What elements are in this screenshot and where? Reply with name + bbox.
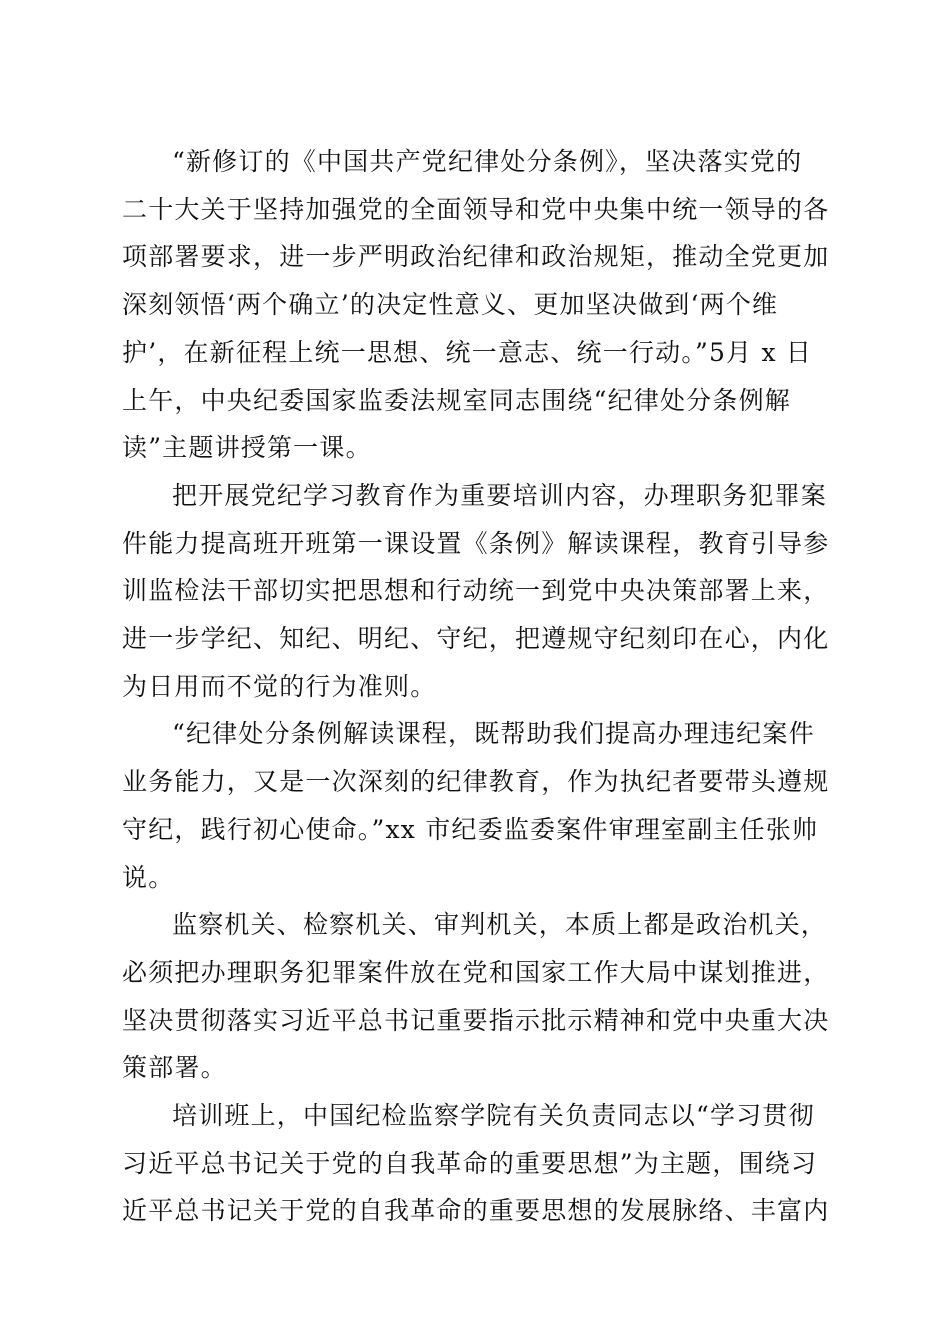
paragraph-4: 监察机关、检察机关、审判机关，本质上都是政治机关， 必须把办理职务犯罪案件放在党和国家工作大局中谋划推进， 坚决贯彻落实习近平总书记重要指示批示精神和党中央重大决 策部署。 [122,910,830,1083]
paragraph-2: 把开展党纪学习教育作为重要培训内容，办理职务犯罪案 件能力提高班开班第一课设置《条例》解读课程，教育引导参 训监检法干部切实把思想和行动统一到党中央决策部署上来， 进一步学纪、知纪、明纪、守纪，把遵规守纪刻印在心，内化 为日用而不觉的行为准则。 [122,480,830,701]
document-body [122,138,834,1235]
paragraph-3: “纪律处分条例解读课程，既帮助我们提高办理违纪案件 业务能力，又是一次深刻的纪律教育，作为执纪者要带头遵规 守纪，践行初心使命。”xx 市纪委监委案件审理室副主任张帅 说。 [122,719,830,892]
paragraph-5: 培训班上，中国纪检监察学院有关负责同志以“学习贯彻 习近平总书记关于党的自我革命的重要思想”为主题，围绕习 近平总书记关于党的自我革命的重要思想的发展脉络、丰富内 [122,1101,830,1226]
paragraph-1: “新修订的《中国共产党纪律处分条例》，坚决落实党的 二十大关于坚持加强党的全面领导和党中央集中统一领导的各 项部署要求，进一步严明政治纪律和政治规矩，推动全党更加 深刻领悟‘两个确立’的决定性意义、更加坚决做到‘两个维 护’，在新征程上统一思想、统一意志、统一行动。”5月 x 日 上午，中央纪委国家监委法规室同志围绕“纪律处分条例解 读”主题讲授第一课。 [122,147,830,463]
